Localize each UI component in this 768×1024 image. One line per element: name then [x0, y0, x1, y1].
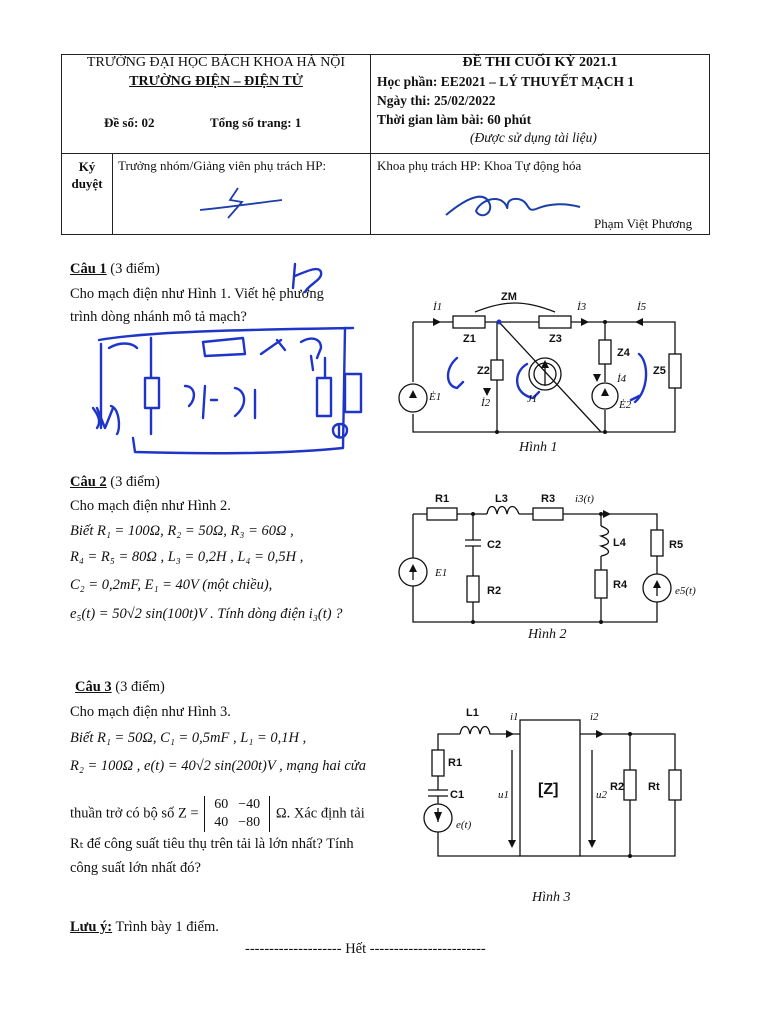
q2-line2: Biết R₁ = 100Ω, R₂ = 50Ω, R₃ = 60Ω ,	[70, 523, 294, 539]
fig2-e5-label: e5(t)	[675, 585, 696, 597]
q3-line5: Rₜ để công suất tiêu thụ trên tải là lớn nhất? Tính	[70, 836, 354, 852]
fig2-r1-label: R1	[435, 493, 450, 505]
course: Học phần: EE2021 – LÝ THUYẾT MẠCH 1	[377, 74, 635, 89]
q3-line2: Biết R₁ = 50Ω, C₁ = 0,5mF , L₁ = 0,1H ,	[70, 730, 307, 746]
header-row-divider	[61, 153, 709, 154]
fig3-e-label: e(t)	[456, 819, 472, 831]
exam-title: ĐỀ THI CUỐI KỲ 2021.1	[462, 55, 618, 70]
fig2-e1-label: E1	[435, 567, 448, 579]
z21: 40	[214, 815, 229, 830]
fig1-z2-label: Z2	[477, 365, 490, 377]
fig3-c1-label: C1	[450, 789, 465, 801]
q3-title: Câu 3	[75, 679, 112, 695]
fig2-r4-label: R4	[613, 579, 628, 591]
figure-2-caption: Hình 2	[528, 627, 567, 642]
figure-3-caption: Hình 3	[532, 890, 571, 905]
fig2-r1	[427, 508, 457, 520]
fig1-z1-label: Z1	[463, 333, 476, 345]
end-marker: -------------------- Hết ------------------------	[245, 941, 486, 957]
fig2-r3	[533, 508, 563, 520]
exam-duration: Thời gian làm bài: 60 phút	[377, 112, 532, 127]
fig3-i1-label: i1	[510, 711, 519, 723]
figure-3-circuit	[420, 700, 690, 865]
fig1-j1-label: J1	[527, 393, 538, 405]
q3-line3: R₂ = 100Ω , e(t) = 40√2 sin(200t)V , mạng hai cửa	[70, 758, 366, 774]
fig1-i1-label: İ1	[433, 301, 443, 313]
q3-line4-pre: thuần trở có bộ số Z =	[70, 805, 199, 822]
q3-line4	[70, 796, 365, 832]
fig3-i2-label: i2	[590, 711, 599, 723]
figure-1-caption: Hình 1	[519, 440, 558, 455]
q3-line6: công suất lớn nhất đó?	[70, 860, 201, 876]
q3-heading	[75, 679, 165, 695]
z4-resistor	[599, 340, 611, 364]
fig2-r2	[467, 576, 479, 602]
q2-heading	[70, 474, 160, 490]
fig1-i4-label: İ4	[617, 373, 627, 385]
fig2-r5-label: R5	[669, 539, 684, 551]
q1-title: Câu 1	[70, 261, 107, 277]
q2-line1: Cho mạch điện như Hình 2.	[70, 498, 231, 514]
sign-label: Ký duyệt	[71, 159, 103, 191]
note	[70, 919, 219, 935]
school-name: TRƯỜNG ĐẠI HỌC BÁCH KHOA HÀ NỘI	[86, 55, 346, 70]
department-label: Khoa phụ trách HP: Khoa Tự động hóa	[377, 158, 582, 173]
fig3-r1-label: R1	[448, 757, 463, 769]
fig3-u1-label: u1	[498, 789, 509, 801]
q3-line1: Cho mạch điện như Hình 3.	[70, 704, 231, 720]
q2-line4: C₂ = 0,2mF, E₁ = 40V (một chiều),	[70, 577, 273, 593]
fig2-r5	[651, 530, 663, 556]
fig3-u2-label: u2	[596, 789, 607, 801]
z3-resistor	[539, 316, 571, 328]
total-pages: Tổng số trang: 1	[210, 115, 302, 130]
fig2-i3-label: i3(t)	[575, 493, 594, 505]
fig2-l3	[487, 507, 519, 515]
handwritten-scribble	[85, 258, 375, 473]
z11: 60	[214, 797, 229, 812]
fig3-rt-label: Rt	[648, 781, 660, 793]
q3-points: (3 điểm)	[115, 679, 165, 695]
fig2-r4	[595, 570, 607, 598]
q2-points: (3 điểm)	[110, 474, 160, 490]
fig3-rt	[669, 770, 681, 800]
sign-col-divider	[112, 153, 113, 234]
fig3-r2	[624, 770, 636, 800]
fig2-c2-label: C2	[487, 539, 502, 551]
q2-line3: R₄ = R₅ = 80Ω , L₃ = 0,2H , L₄ = 0,5H ,	[70, 549, 304, 565]
z2-resistor	[491, 360, 503, 380]
fig3-z-label: [Z]	[538, 781, 559, 798]
q1-line1: Cho mạch điện như Hình 1. Viết hệ phương	[70, 286, 324, 302]
z-matrix	[204, 796, 270, 832]
q2-line5: e₅(t) = 50√2 sin(100t)V . Tính dòng điện i₃(t) ?	[70, 606, 343, 622]
fig2-r2-label: R2	[487, 585, 502, 597]
exam-date: Ngày thi: 25/02/2022	[377, 93, 496, 108]
note-label: Lưu ý:	[70, 919, 113, 935]
figure-1-circuit	[395, 290, 695, 440]
z1-resistor	[453, 316, 485, 328]
q1-line2: trình dòng nhánh mô tả mạch?	[70, 309, 247, 325]
fig1-z5-label: Z5	[653, 365, 666, 377]
exam-code: Đề số: 02	[104, 115, 155, 130]
fig1-z3-label: Z3	[549, 333, 562, 345]
fig1-i3-label: İ3	[577, 301, 587, 313]
signature-left	[190, 180, 290, 230]
fig1-zm-label: ZM	[501, 291, 517, 303]
materials-note: (Được sử dụng tài liệu)	[470, 130, 597, 145]
figure-2-circuit	[395, 490, 705, 625]
fig1-z4-label: Z4	[617, 347, 630, 359]
fig2-l3-label: L3	[495, 493, 508, 505]
fig1-e1-label: Ė1	[429, 391, 442, 403]
q2-title: Câu 2	[70, 474, 107, 490]
z22: −80	[238, 815, 261, 830]
z12: −40	[238, 797, 261, 812]
fig3-r1	[432, 750, 444, 776]
fig2-l4-label: L4	[613, 537, 626, 549]
fig1-e2-label: Ė2	[619, 399, 632, 411]
signer-name: Phạm Việt Phương	[594, 216, 693, 231]
z5-resistor	[669, 354, 681, 388]
fig3-l1-label: L1	[466, 707, 479, 719]
q1-points: (3 điểm)	[110, 261, 160, 277]
fig1-i5-label: İ5	[637, 301, 647, 313]
header-divider	[370, 54, 371, 234]
faculty-name: TRƯỜNG ĐIỆN – ĐIỆN TỬ	[129, 74, 303, 89]
fig3-r2-label: R2	[610, 781, 625, 793]
q3-line4-post: Ω. Xác định tải	[275, 805, 365, 822]
fig1-i2-label: İ2	[481, 397, 491, 409]
fig2-r3-label: R3	[541, 493, 556, 505]
group-leader-label: Trưởng nhóm/Giảng viên phụ trách HP:	[118, 158, 327, 173]
signature-right	[440, 185, 590, 230]
note-text: Trình bày 1 điểm.	[112, 919, 219, 935]
